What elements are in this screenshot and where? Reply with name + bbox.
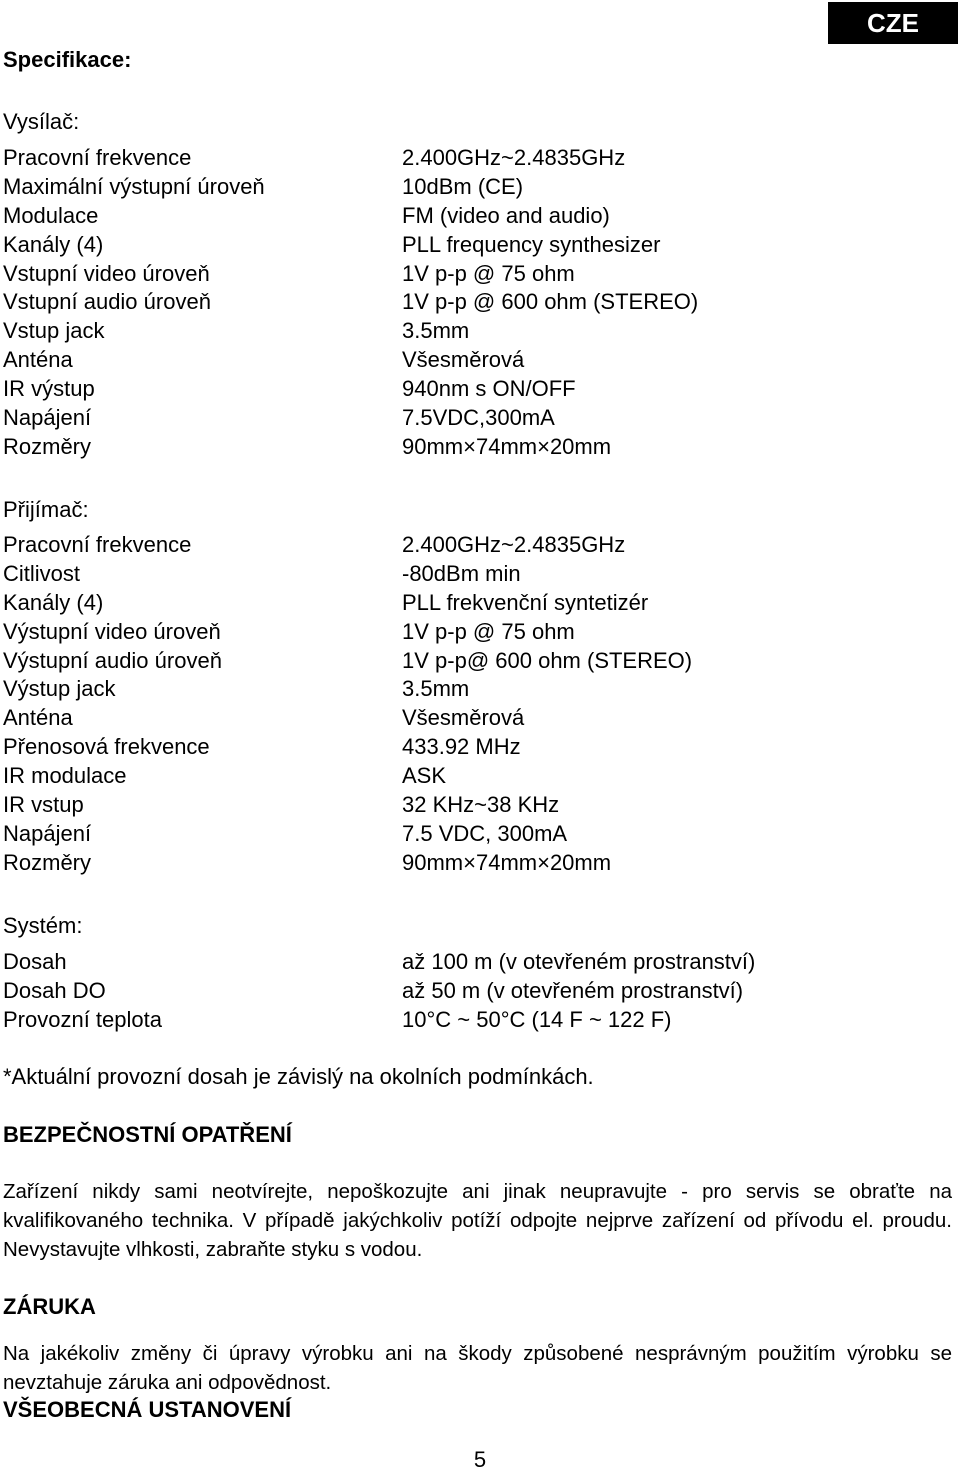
spec-row [3, 849, 903, 878]
spec-value: 1V p-p@ 600 ohm (STEREO) [402, 647, 693, 673]
spec-value: 10dBm (CE) [402, 173, 524, 199]
spec-label: Anténa [3, 347, 73, 373]
spec-value: až 50 m (v otevřeném prostranství) [402, 977, 744, 1003]
spec-value: -80dBm min [402, 560, 521, 586]
spec-row [3, 977, 903, 1006]
spec-row [3, 618, 903, 647]
spec-row [3, 433, 903, 462]
spec-row [3, 231, 903, 260]
spec-value: PLL frekvenční syntetizér [402, 589, 649, 615]
spec-label: Maximální výstupní úroveň [3, 173, 265, 199]
spec-label: Rozměry [3, 433, 92, 459]
spec-value: ASK [402, 763, 447, 789]
spec-value: 3.5mm [402, 318, 470, 344]
spec-value: 1V p-p @ 600 ohm (STEREO) [402, 289, 699, 315]
spec-label: Vstup jack [3, 318, 105, 344]
spec-label: Napájení [3, 405, 92, 431]
spec-label: Rozměry [3, 849, 92, 875]
spec-value: 90mm×74mm×20mm [402, 433, 612, 459]
spec-row [3, 948, 903, 977]
spec-row [3, 1006, 903, 1035]
spec-label: Vstupní audio úroveň [3, 289, 211, 315]
spec-label: Dosah DO [3, 977, 106, 1003]
spec-row [3, 317, 903, 346]
spec-row [3, 531, 903, 560]
spec-value: 32 KHz~38 KHz [402, 792, 560, 818]
spec-row [3, 675, 903, 704]
spec-label: Modulace [3, 202, 99, 228]
spec-row [3, 589, 903, 618]
spec-value: FM (video and audio) [402, 202, 610, 228]
spec-row [3, 733, 903, 762]
spec-label: Anténa [3, 705, 73, 731]
receiver-heading: Přijímač: [3, 497, 89, 522]
spec-row [3, 560, 903, 589]
spec-value: 7.5 VDC, 300mA [402, 820, 568, 846]
spec-value: 2.400GHz~2.4835GHz [402, 532, 626, 557]
spec-title: Specifikace: [3, 47, 132, 72]
spec-label: IR vstup [3, 792, 84, 818]
spec-row [3, 647, 903, 676]
spec-row [3, 144, 903, 173]
system-spec-table [3, 948, 903, 1035]
footnote: *Aktuální provozní dosah je závislý na okolních podmínkách. [3, 1064, 594, 1089]
spec-value: 1V p-p @ 75 ohm [402, 618, 575, 644]
spec-value: 7.5VDC,300mA [402, 405, 555, 431]
spec-value: 940nm s ON/OFF [402, 376, 576, 402]
spec-label: Výstupní audio úroveň [3, 647, 222, 673]
spec-value: PLL frequency synthesizer [402, 231, 661, 257]
transmitter-heading: Vysílač: [3, 109, 80, 134]
spec-row [3, 820, 903, 849]
spec-value: Všesměrová [402, 347, 525, 373]
transmitter-spec-table [3, 144, 903, 462]
spec-value: až 100 m (v otevřeném prostranství) [402, 949, 756, 974]
spec-row [3, 288, 903, 317]
spec-row [3, 791, 903, 820]
receiver-spec-table [3, 531, 903, 878]
page-number: 5 [473, 1447, 487, 1472]
system-heading: Systém: [3, 913, 83, 938]
spec-label: IR výstup [3, 376, 95, 402]
spec-value: 2.400GHz~2.4835GHz [402, 145, 626, 170]
spec-label: Citlivost [3, 560, 81, 586]
spec-value: 3.5mm [402, 676, 470, 702]
spec-row [3, 173, 903, 202]
spec-label: Dosah [3, 949, 67, 974]
warranty-heading: ZÁRUKA [3, 1294, 96, 1319]
spec-label: IR modulace [3, 763, 127, 789]
spec-label: Přenosová frekvence [3, 734, 210, 760]
spec-value: Všesměrová [402, 705, 525, 731]
spec-label: Vstupní video úroveň [3, 260, 210, 286]
safety-paragraph: Zařízení nikdy sami neotvírejte, nepoškozujte ani jinak neupravujte - pro servis se obraťte na kvalifikovaného technika. V případě jakýchkoliv potíží odpojte nejprve zařízení od přívodu el. proudu. Nevystavujte vlhkosti, zabraňte styku s vodou. [3, 1180, 952, 1261]
spec-row [3, 202, 903, 231]
spec-label: Kanály (4) [3, 231, 104, 257]
spec-value: 90mm×74mm×20mm [402, 849, 612, 875]
language-badge: CZE [828, 2, 958, 44]
spec-label: Výstup jack [3, 676, 116, 702]
spec-value: 433.92 MHz [402, 734, 521, 760]
spec-label: Napájení [3, 820, 92, 846]
warranty-paragraph: Na jakékoliv změny či úpravy výrobku ani na škody způsobené nesprávným použitím výrobku se nevztahuje záruka ani odpovědnost. [3, 1342, 952, 1394]
spec-row [3, 375, 903, 404]
spec-label: Pracovní frekvence [3, 532, 192, 557]
general-provisions-heading: VŠEOBECNÁ USTANOVENÍ [3, 1397, 292, 1422]
spec-label: Kanály (4) [3, 589, 104, 615]
spec-row [3, 404, 903, 433]
safety-heading: BEZPEČNOSTNÍ OPATŘENÍ [3, 1122, 292, 1147]
spec-label: Pracovní frekvence [3, 145, 192, 170]
spec-row [3, 704, 903, 733]
spec-label: Provozní teplota [3, 1006, 162, 1032]
spec-row [3, 346, 903, 375]
spec-row [3, 762, 903, 791]
spec-value: 1V p-p @ 75 ohm [402, 260, 575, 286]
spec-label: Výstupní video úroveň [3, 618, 221, 644]
spec-value: 10°C ~ 50°C (14 F ~ 122 F) [402, 1006, 672, 1032]
spec-row [3, 260, 903, 289]
